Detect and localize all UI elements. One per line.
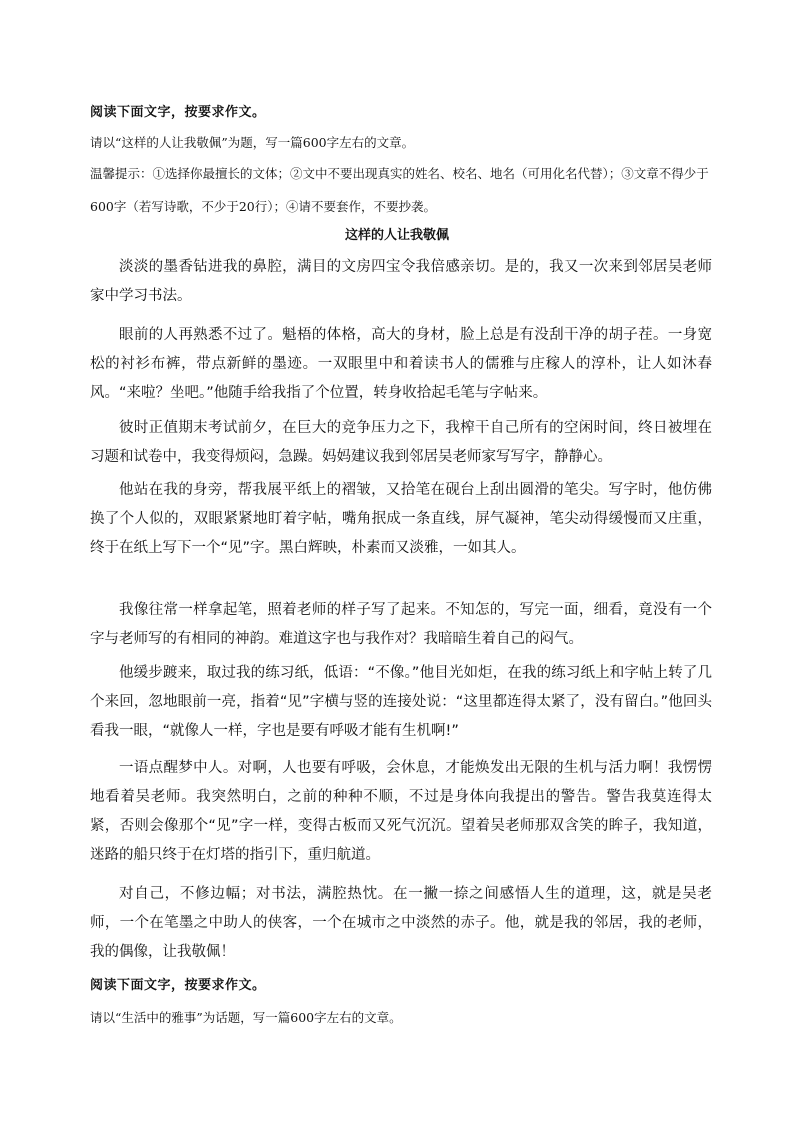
essay-paragraph-5: 我像往常一样拿起笔，照着老师的样子写了起来。不知怎的，写完一面，细看，竟没有一个字与老师写的有相同的神韵。难道这字也与我作对？我暗暗生着自己的闷气。 bbox=[90, 602, 712, 647]
essay-paragraph-3: 彼时正值期末考试前夕，在巨大的竞争压力之下，我榨干自己所有的空闲时间，终日被埋在习题和试卷中，我变得烦闷，急躁。妈妈建议我到邻居吴老师家写写字，静静心。 bbox=[90, 420, 712, 465]
task2-prompt: 请以“生活中的雅事”为话题，写一篇600字左右的文章。 bbox=[90, 1010, 402, 1025]
task1-heading: 阅读下面文字，按要求作文。 bbox=[90, 105, 266, 120]
essay-title: 这样的人让我敬佩 bbox=[344, 228, 449, 243]
essay-paragraph-2: 眼前的人再熟悉不过了。魁梧的体格，高大的身材，脸上总是有没刮干净的胡子茬。一身宽松的衬衫布裤，带点新鲜的墨迹。一双眼里中和着读书人的儒雅与庄稼人的淳朴，让人如沐春风。“来啦？坐吧。”他随手给我指了个位置，转身收拾起毛笔与字帖来。 bbox=[90, 327, 712, 401]
task1-hint: 温馨提示：①选择你最擅长的文体；②文中不要出现真实的姓名、校名、地名（可用化名代替）；③文章不得少于600字（若写诗歌，不少于20行）；④请不要套作，不要抄袭。 bbox=[90, 166, 709, 214]
essay-paragraph-7: 一语点醒梦中人。对啊，人也要有呼吸，会休息，才能焕发出无限的生机与活力啊！我愣愣地看着吴老师。我突然明白，之前的种种不顺，不过是身体向我提出的警告。警告我莫连得太紧，否则会像那个“见”字一样，变得古板而又死气沉沉。望着吴老师那双含笑的眸子，我知道，迷路的船只终于在灯塔的指引下，重归航道。 bbox=[90, 760, 712, 863]
essay-paragraph-1: 淡淡的墨香钻进我的鼻腔，满目的文房四宝令我倍感亲切。是的，我又一次来到邻居吴老师家中学习书法。 bbox=[90, 259, 712, 304]
task2-heading: 阅读下面文字，按要求作文。 bbox=[90, 978, 266, 993]
task1-prompt: 请以“这样的人让我敬佩”为题，写一篇600字左右的文章。 bbox=[90, 135, 415, 150]
essay-paragraph-4: 他站在我的身旁，帮我展平纸上的褶皱，又拾笔在砚台上刮出圆滑的笔尖。写字时，他仿佛换了个人似的，双眼紧紧地盯着字帖，嘴角抿成一条直线，屏气凝神，笔尖动得缓慢而又庄重，终于在纸上写下一个“见”字。黑白辉映，朴素而又淡雅，一如其人。 bbox=[90, 482, 712, 556]
essay-paragraph-6: 他缓步踱来，取过我的练习纸，低语：“不像。”他目光如炬，在我的练习纸上和字帖上转了几个来回，忽地眼前一亮，指着“见”字横与竖的连接处说：“这里都连得太紧了，没有留白。”他回头看我一眼，“就像人一样，字也是要有呼吸才能有生机啊!” bbox=[90, 665, 712, 739]
essay-paragraph-8: 对自己，不修边幅；对书法，满腔热忱。在一撇一捺之间感悟人生的道理，这，就是吴老师，一个在笔墨之中助人的侠客，一个在城市之中淡然的赤子。他，就是我的邻居，我的老师，我的偶像，让我敬佩！ bbox=[90, 886, 712, 960]
